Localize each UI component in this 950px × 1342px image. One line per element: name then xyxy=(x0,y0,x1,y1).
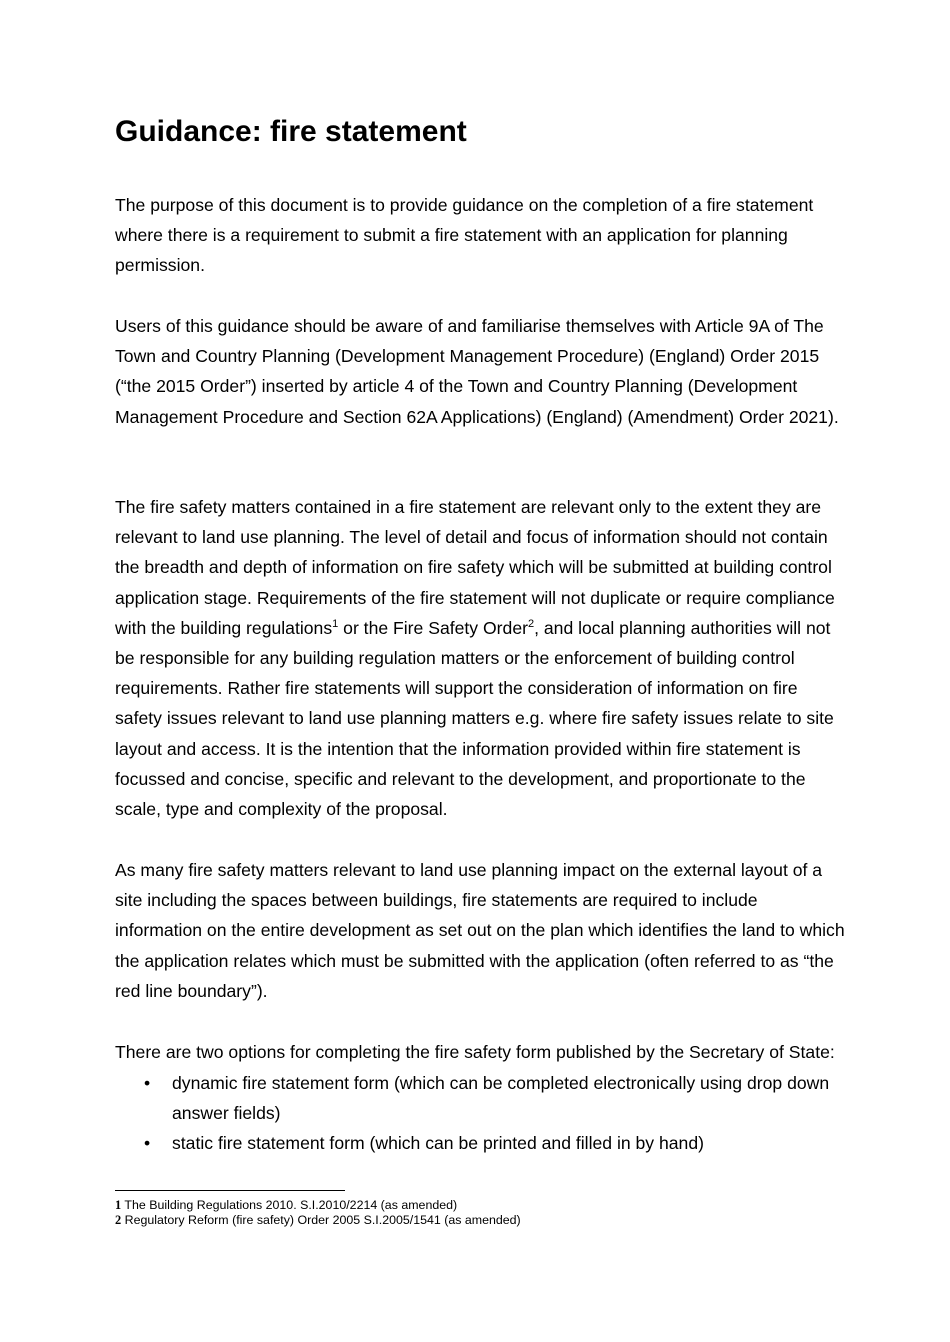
paragraph-line: The fire safety matters contained in a fire statement are relevant only to the extent they are xyxy=(115,497,822,517)
bullet-icon: • xyxy=(144,1073,151,1093)
footnote-text: The Building Regulations 2010. S.I.2010/2214 (as amended) xyxy=(121,1198,458,1212)
list-item xyxy=(115,1068,845,1128)
footnote-number: 1 xyxy=(115,1198,122,1212)
text-run: with the building regulations xyxy=(115,617,333,638)
paragraph-purpose: The purpose of this document is to provide guidance on the completion of a fire statement where there is a requirement to submit a fire statement with an application for planning permission. xyxy=(115,195,814,276)
list-item xyxy=(115,1128,845,1158)
footnote-text: Regulatory Reform (fire safety) Order 2005 S.I.2005/1541 (as amended) xyxy=(121,1213,521,1227)
paragraph-remainder: be responsible for any building regulation matters or the enforcement of building control requirements. Rather fire statements will support the consideration of information on fire safety issues relevant to land use planning matters e.g. where fire safety issues relate to site layout and access. It is the intention that the information provided within fire statement is focussed and concise, specific and relevant to the development, and proportionate to the scale, type and complexity of the proposal. xyxy=(115,648,834,820)
footnote-ref-1[interactable]: 1 xyxy=(332,617,339,630)
text-run: or the Fire Safety Order xyxy=(338,617,528,638)
paragraph-site-layout: As many fire safety matters relevant to land use planning impact on the external layout of a site including the spaces between buildings, fire statements are required to include information on the entire development as set out on the plan which identifies the land to which the application relates which must be submitted with the application (often referred to as “the red line boundary”). xyxy=(115,860,845,1001)
paragraph-line: the breadth and depth of information on fire safety which will be submitted at building control xyxy=(115,557,832,578)
paragraph-options-intro: There are two options for completing the fire safety form published by the Secretary of State: xyxy=(115,1042,835,1062)
page-title: Guidance: fire statement xyxy=(115,115,467,148)
footnote-1 xyxy=(115,1198,457,1213)
bullet-icon: • xyxy=(144,1133,151,1154)
paragraph-users: Users of this guidance should be aware of and familiarise themselves with Article 9A of The Town and Country Planning (Development Management Procedure) (England) Order 2015 (“the 2015 Order”) inserted by article 4 of the Town and Country Planning (Development Management Procedure and Section 62A Applications) (England) (Amendment) Order 2021). xyxy=(115,316,839,427)
paragraph-line: relevant to land use planning. The level of detail and focus of information should not contain xyxy=(115,527,828,548)
footnote-number: 2 xyxy=(115,1213,122,1227)
options-list xyxy=(115,1068,845,1159)
paragraph-line: application stage. Requirements of the fire statement will not duplicate or require compliance xyxy=(115,587,835,608)
footnote-ref-2[interactable]: 2 xyxy=(527,617,535,630)
paragraph-line-with-footnotes xyxy=(115,613,845,643)
list-item-text: static fire statement form (which can be printed and filled in by hand) xyxy=(172,1133,704,1154)
footnote-2 xyxy=(115,1213,521,1228)
paragraph-fire-safety-matters xyxy=(115,492,845,824)
footnote-divider xyxy=(115,1190,345,1191)
text-run: , and local planning authorities will not xyxy=(534,617,831,638)
list-item-text: dynamic fire statement form (which can be completed electronically using drop down answer fields) xyxy=(172,1073,830,1124)
